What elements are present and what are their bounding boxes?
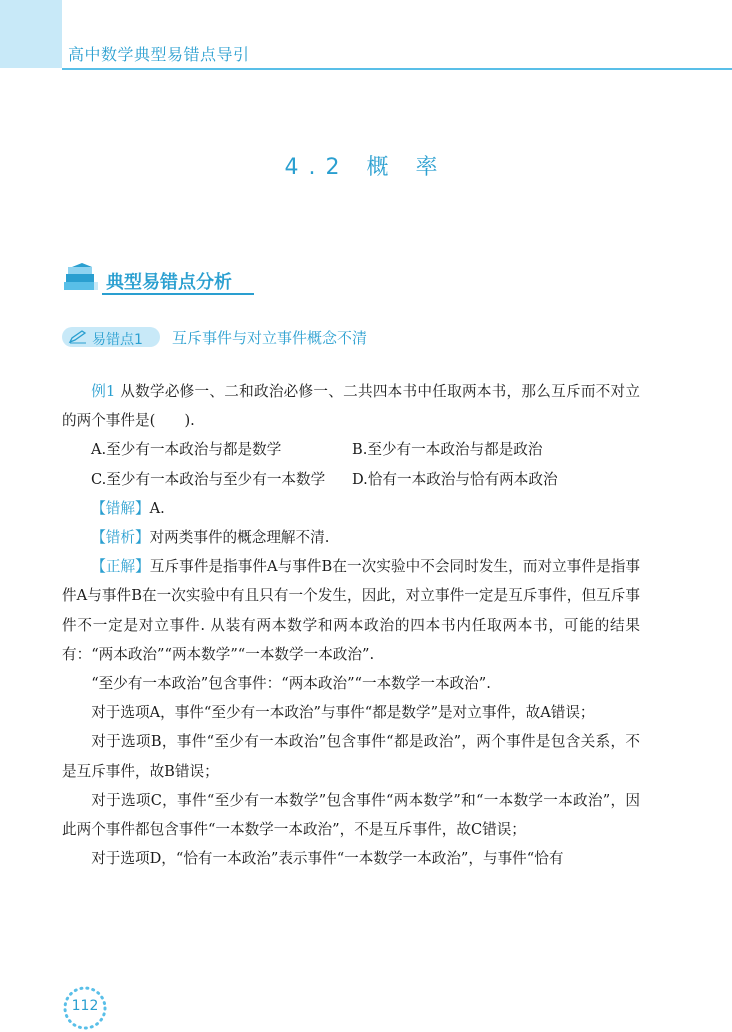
- error-point-label: 易错点1: [92, 332, 143, 348]
- option-d: D.恰有一本政治与恰有两本政治: [352, 470, 558, 488]
- correct-solution: [62, 552, 640, 669]
- header-color-block: [0, 0, 62, 68]
- books-icon: [62, 262, 102, 296]
- header-title: 高中数学典型易错点导引: [68, 45, 250, 64]
- paragraph: 对于选项D，“恰有一本政治”表示事件“一本数学一本政治”，与事件“恰有: [91, 850, 564, 868]
- example-question: [62, 377, 640, 435]
- section-title: 4.2 概 率: [284, 155, 448, 180]
- pencil-icon: [68, 330, 88, 344]
- correct-solution-text: 互斥事件是指事件A与事件B在一次实验中不会同时发生，而对立事件是指事件A与事件B在一次实验中有且只有一个发生，因此，对立事件一定是互斥事件，但互斥事件不一定是对立事件. 从装有两本数学和两本政治的四本书内任取两本书，可能的结果有：“两本政治”“两本数学”“一本数学一本政治”.: [62, 558, 640, 663]
- error-analysis-text: 对两类事件的概念理解不清.: [149, 529, 330, 547]
- paragraph: 对于选项B，事件“至少有一本政治”包含事件“都是政治”，两个事件是包含关系，不是互斥事件，故B错误；: [62, 733, 640, 780]
- wrong-solution-text: A.: [149, 499, 165, 517]
- paragraph: “至少有一本政治”包含事件：“两本政治”“一本数学一本政治”.: [91, 675, 491, 693]
- page-number: 112: [71, 998, 99, 1014]
- paragraph: 对于选项C，事件“至少有一本数学”包含事件“两本数学”和“一本数学一本政治”，因此两个事件都包含事件“一本数学一本政治”，不是互斥事件，故C错误；: [62, 791, 640, 839]
- option-c: C.至少有一本政治与至少有一本数学: [91, 470, 326, 488]
- options-row-1: [62, 435, 640, 464]
- error-analysis-tag: 【错析】: [91, 529, 150, 547]
- option-a: A.至少有一本政治与都是数学: [91, 441, 282, 459]
- option-b: B.至少有一本政治与都是政治: [352, 441, 543, 459]
- paragraph: 对于选项A，事件“至少有一本政治”与事件“都是数学”是对立事件，故A错误；: [91, 704, 595, 722]
- error-point-title: 互斥事件与对立事件概念不清: [172, 329, 368, 347]
- example-question-text: 从数学必修一、二和政治必修一、二共四本书中任取两本书，那么互斥而不对立的两个事件是( ).: [62, 383, 640, 430]
- error-analysis: [62, 523, 640, 552]
- wrong-solution: [62, 494, 640, 523]
- analysis-underline: [102, 293, 254, 295]
- example-label: 例1: [91, 383, 116, 400]
- analysis-heading-text: 典型易错点分析: [106, 272, 232, 293]
- correct-solution-tag: 【正解】: [91, 558, 150, 576]
- header-divider: [62, 68, 732, 70]
- error-point-badge: [62, 327, 160, 347]
- wrong-solution-tag: 【错解】: [91, 499, 150, 517]
- main-content: [62, 377, 640, 873]
- page-number-badge: [60, 984, 110, 1032]
- options-row-2: [62, 465, 640, 494]
- analysis-heading: [62, 262, 262, 298]
